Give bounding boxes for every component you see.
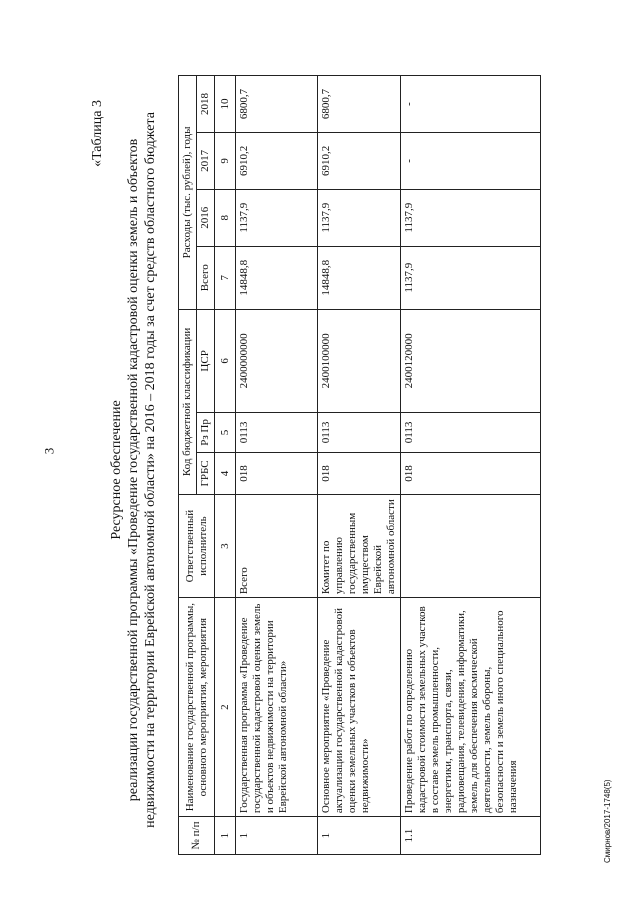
page-number: 3	[41, 447, 57, 455]
footer-text: Смирнов/2017-1748(5)	[603, 779, 612, 863]
row-2016: 1137,9	[318, 189, 401, 246]
table-row	[236, 76, 318, 855]
row-executor	[401, 495, 541, 598]
row-csr: 2400100000	[318, 309, 401, 412]
index-cell: 8	[215, 189, 236, 246]
row-2018: 6800,7	[236, 76, 318, 133]
col-name-header: Наименование государственной программы, основного мероприятия, мероприятия	[179, 598, 215, 817]
row-total: 1137,9	[401, 246, 541, 309]
row-name: Основное мероприятие «Проведение актуализации государственной кадастровой оценки земельных участков и объектов недвижимости»	[318, 598, 401, 817]
row-num: 1	[236, 817, 318, 855]
row-grbs: 018	[401, 452, 541, 494]
index-cell: 4	[215, 452, 236, 494]
index-cell: 7	[215, 246, 236, 309]
index-cell: 1	[215, 817, 236, 855]
row-2017: 6910,2	[236, 132, 318, 189]
col-rzpr-header: Рз Пр	[197, 412, 215, 452]
row-total: 14848,8	[318, 246, 401, 309]
col-num-header: № п/п	[179, 817, 215, 855]
col-csr-header: ЦСР	[197, 309, 215, 412]
rotated-document	[80, 60, 620, 880]
row-grbs: 018	[236, 452, 318, 494]
row-2018: -	[401, 76, 541, 133]
table-row	[401, 76, 541, 855]
row-grbs: 018	[318, 452, 401, 494]
index-cell: 3	[215, 495, 236, 598]
col-executor-header: Ответственный исполнитель	[179, 495, 215, 598]
row-2018: 6800,7	[318, 76, 401, 133]
title-line-1: Ресурсное обеспечение	[109, 400, 124, 540]
row-csr: 2400000000	[236, 309, 318, 412]
row-num: 1	[318, 817, 401, 855]
table-label: «Таблица 3	[90, 100, 105, 167]
table-row	[318, 76, 401, 855]
col-expenses-group-header: Расходы (тыс. рублей), годы	[179, 76, 197, 310]
row-total: 14848,8	[236, 246, 318, 309]
col-2017-header: 2017	[197, 132, 215, 189]
row-executor: Комитет по управлению государственным имуществом Еврейской автономной области	[318, 495, 401, 598]
row-name: Государственная программа «Проведение государственной кадастровой оценки земель и объектов недвижимости на территории Еврейской автономной области»	[236, 598, 318, 817]
row-num: 1.1	[401, 817, 541, 855]
row-executor: Всего	[236, 495, 318, 598]
index-cell: 9	[215, 132, 236, 189]
index-cell: 5	[215, 412, 236, 452]
index-cell: 10	[215, 76, 236, 133]
row-rzpr: 0113	[401, 412, 541, 452]
row-2017: 6910,2	[318, 132, 401, 189]
col-code-group-header: Код бюджетной классификации	[179, 309, 197, 494]
row-2016: 1137,9	[401, 189, 541, 246]
col-total-header: Всего	[197, 246, 215, 309]
table-title	[108, 60, 159, 880]
header-row-1	[179, 76, 197, 855]
index-row	[215, 76, 236, 855]
row-name: Проведение работ по определению кадастровой стоимости земельных участков в составе земель промышленности, энергетики, транспорта, связи, радиовещания, телевидения, информатики, земель для обеспечения космической деятельности, земель обороны, безопасности и земель иного специального назначения	[401, 598, 541, 817]
index-cell: 6	[215, 309, 236, 412]
row-2017: -	[401, 132, 541, 189]
title-line-3: недвижимости на территории Еврейской автономной области» на 2016 – 2018 годы за счет средств областного бюджета	[143, 112, 158, 828]
col-grbs-header: ГРБС	[197, 452, 215, 494]
row-rzpr: 0113	[318, 412, 401, 452]
index-cell: 2	[215, 598, 236, 817]
row-2016: 1137,9	[236, 189, 318, 246]
row-rzpr: 0113	[236, 412, 318, 452]
col-2016-header: 2016	[197, 189, 215, 246]
row-csr: 2400120000	[401, 309, 541, 412]
col-2018-header: 2018	[197, 76, 215, 133]
resource-table	[178, 75, 541, 855]
title-line-2: реализации государственной программы «Проведение государственной кадастровой оценки земель и объектов	[126, 138, 141, 802]
